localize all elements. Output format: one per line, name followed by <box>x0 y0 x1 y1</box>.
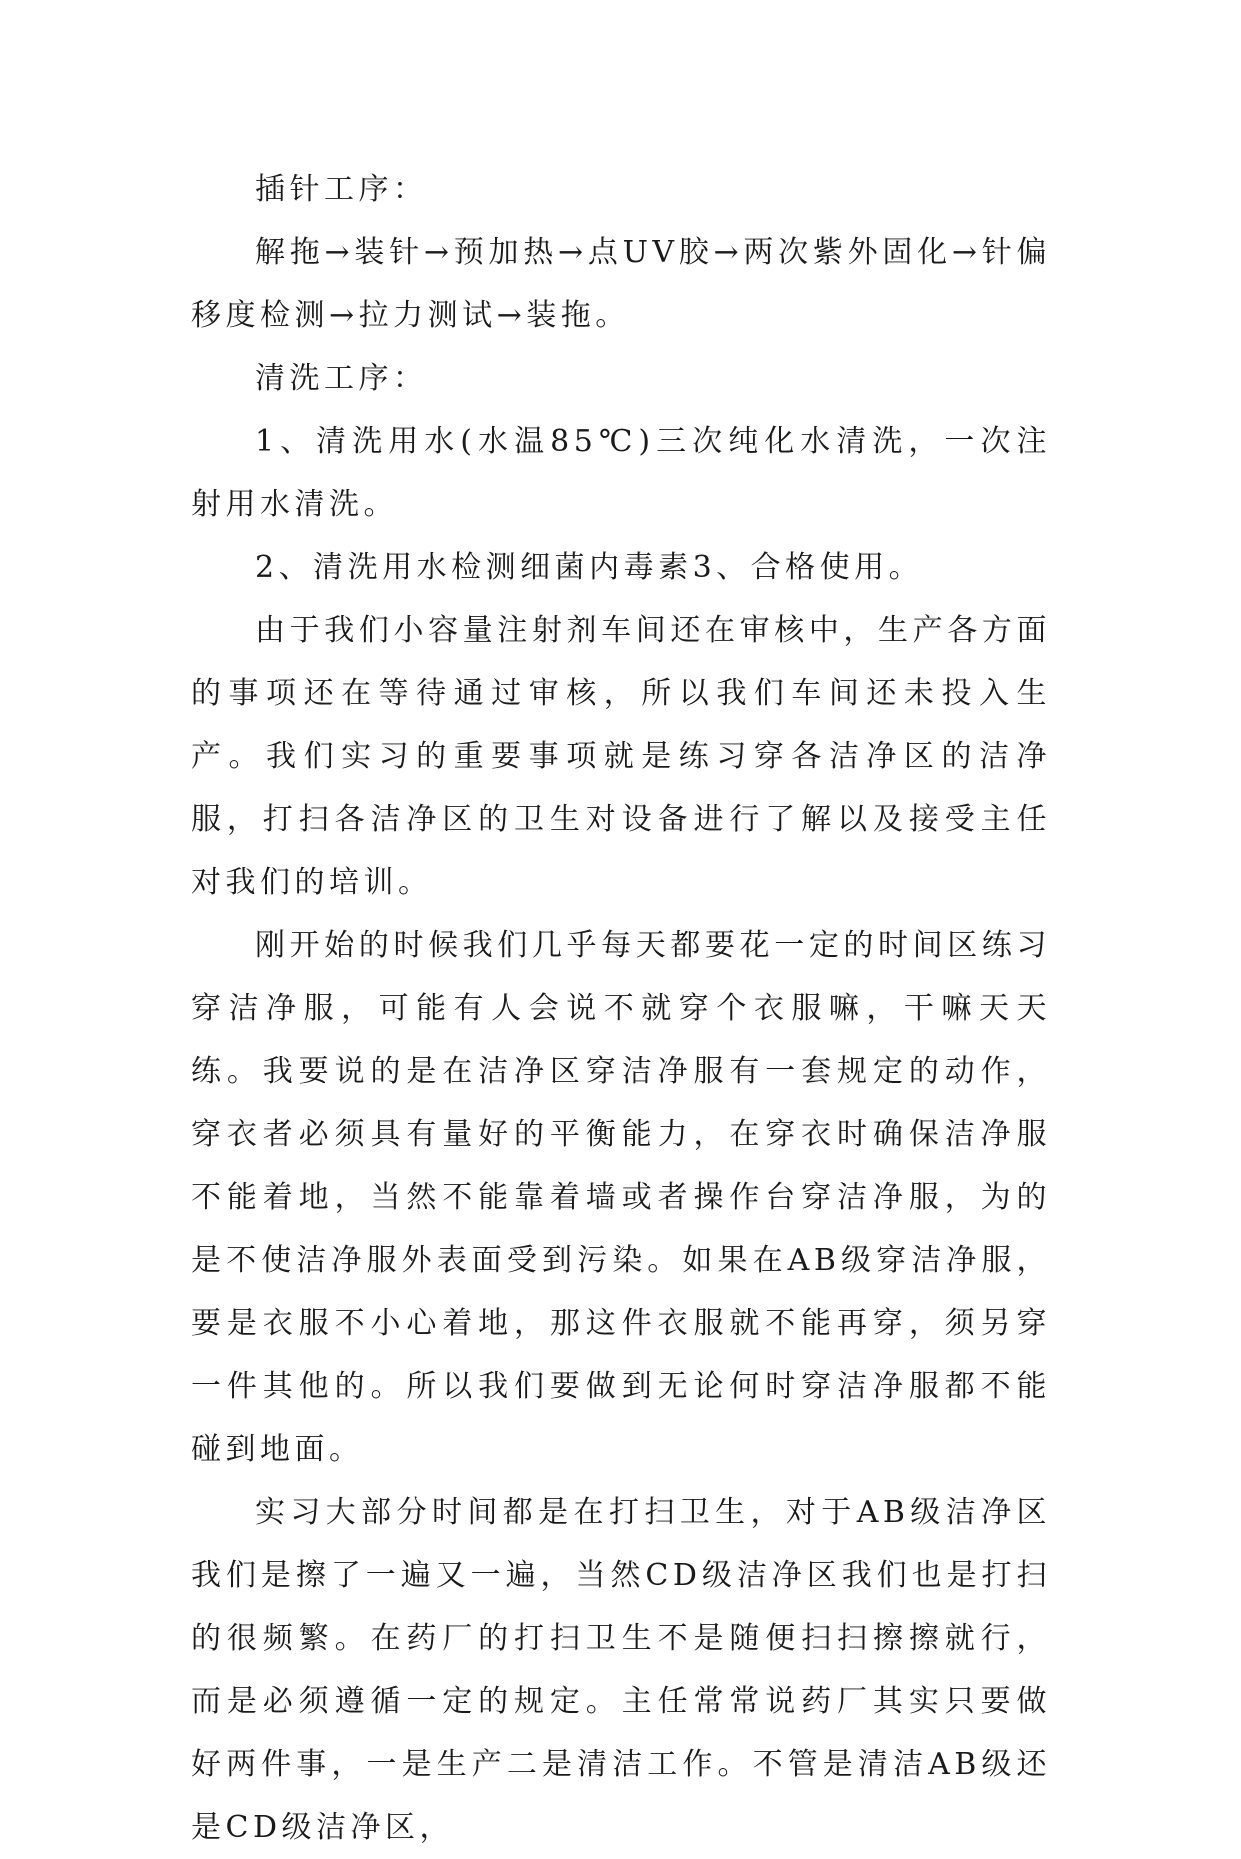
heading-cleaning-process: 清洗工序： <box>255 361 428 396</box>
needle-insertion-steps: 解拖→装针→预加热→点UV胶→两次紫外固化→针偏移度检测→拉力测试→装拖。 <box>191 235 1051 333</box>
heading-needle-insertion-process: 插针工序： <box>255 172 428 207</box>
cleaning-step-2: 2、清洗用水检测细菌内毒素3、合格使用。 <box>255 550 924 585</box>
paragraph-cleaning-work: 实习大部分时间都是在打扫卫生，对于AB级洁净区我们是擦了一遍又一遍，当然CD级洁净区我们也是打扫的很频繁。在药厂的打扫卫生不是随便扫扫擦擦就行，而是必须遵循一定的规定。主任常常说药厂其实只要做好两件事，一是生产二是清洁工作。不管是清洁AB级还是CD级洁净区， <box>191 1495 1051 1845</box>
cleaning-step-1: 1、清洗用水(水温85℃)三次纯化水清洗，一次注射用水清洗。 <box>191 424 1051 522</box>
paragraph-clean-suit-practice: 刚开始的时候我们几乎每天都要花一定的时间区练习穿洁净服，可能有人会说不就穿个衣服嘛，干嘛天天练。我要说的是在洁净区穿洁净服有一套规定的动作，穿衣者必须具有量好的平衡能力，在穿衣时确保洁净服不能着地，当然不能靠着墙或者操作台穿洁净服，为的是不使洁净服外表面受到污染。如果在AB级穿洁净服，要是衣服不小心着地，那这件衣服就不能再穿，须另穿一件其他的。所以我们要做到无论何时穿洁净服都不能碰到地面。 <box>191 928 1051 1467</box>
document-body <box>191 158 1051 1859</box>
paragraph-workshop-status: 由于我们小容量注射剂车间还在审核中，生产各方面的事项还在等待通过审核，所以我们车间还未投入生产。我们实习的重要事项就是练习穿各洁净区的洁净服，打扫各洁净区的卫生对设备进行了解以及接受主任对我们的培训。 <box>191 613 1051 900</box>
